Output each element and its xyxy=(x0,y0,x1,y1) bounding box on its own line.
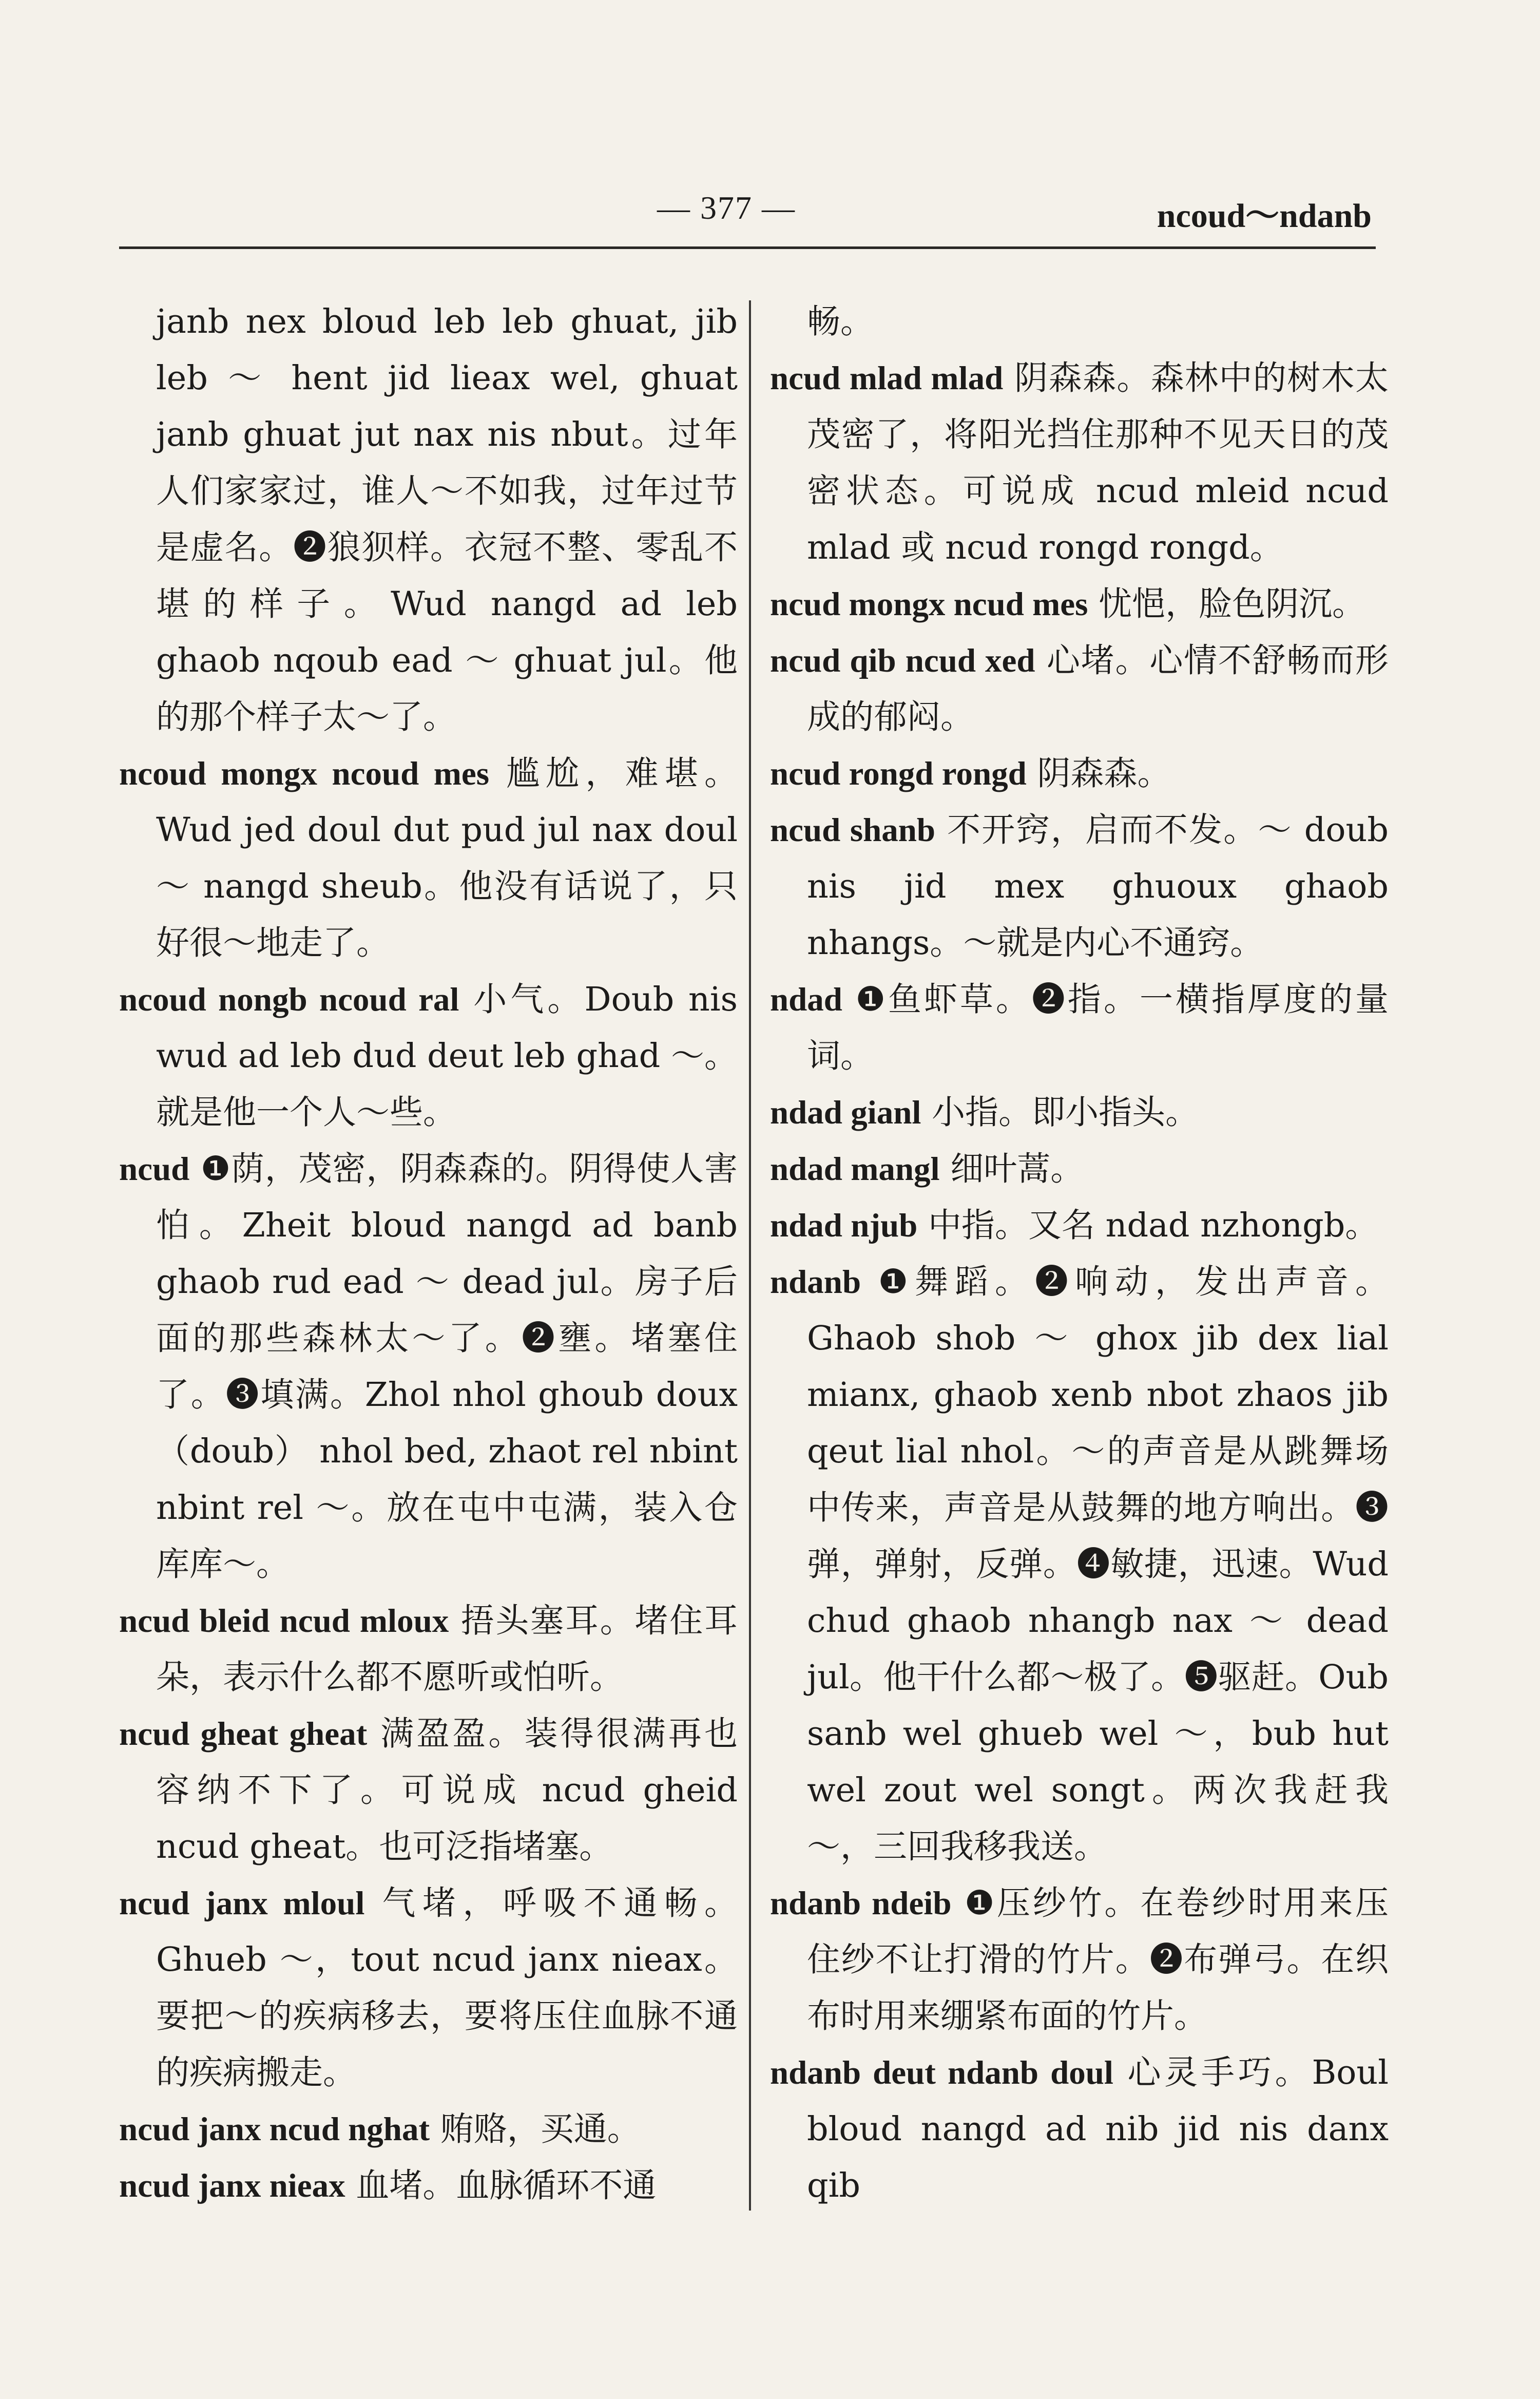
entry-text: 心堵。心情不舒畅而形成的郁闷。 xyxy=(807,641,1389,736)
dictionary-entry xyxy=(770,1197,1389,1254)
entry-text: 中指。又名 ndad nzhongb。 xyxy=(928,1206,1379,1245)
entry-text: ❶鱼虾草。❷指。一横指厚度的量词。 xyxy=(807,980,1389,1075)
running-head: ncoud～ndanb xyxy=(1157,197,1372,235)
entry-text: 心灵手巧。Boul bloud nangd ad nib jid nis danx qib xyxy=(807,2053,1389,2205)
dictionary-entry xyxy=(119,1593,738,1706)
entry-text: 小指。即小指头。 xyxy=(932,1093,1199,1132)
dictionary-entry xyxy=(119,972,738,1141)
headword: ncud bleid ncud mloux xyxy=(119,1603,449,1640)
column-rule xyxy=(749,300,751,2211)
headword: ncud mongx ncud mes xyxy=(770,586,1088,623)
entry-text: 满盈盈。装得很满再也容纳不下了。可说成 ncud gheid ncud gheat。也可泛指堵塞。 xyxy=(156,1715,738,1866)
headword: ncud mlad mlad xyxy=(770,360,1004,397)
headword: ndad gianl xyxy=(770,1094,921,1131)
headword: ndanb xyxy=(770,1264,861,1301)
entry-text: 阴森森。 xyxy=(1037,754,1171,793)
headword: ndad mangl xyxy=(770,1151,940,1188)
entry-text: 不开窍，启而不发。～ doub nis jid mex ghuoux ghaob nhangs。～就是内心不通窍。 xyxy=(807,811,1389,962)
entry-text: ❶压纱竹。在卷纱时用来压住纱不让打滑的竹片。❷布弹弓。在织布时用来绷紧布面的竹片。 xyxy=(807,1884,1389,2035)
entry-text: 畅。 xyxy=(807,302,874,341)
dictionary-entry xyxy=(770,1084,1389,1141)
entry-text: 贿赂，买通。 xyxy=(440,2110,641,2148)
headword: ncud shanb xyxy=(770,812,936,849)
headword: ncoud nongb ncoud ral xyxy=(119,981,459,1018)
dictionary-entry xyxy=(770,576,1389,633)
headword: ndanb ndeib xyxy=(770,1885,952,1922)
entry-text: ❶荫，茂密，阴森森的。阴得使人害怕。Zheit bloud nangd ad banb ghaob rud ead ～ dead jul。房子后面的那些森林太～了。❷壅。堵塞住了。❸填满。Zhol nhol ghoub doux （doub） nhol bed, zhaot rel nbint nbint rel ～。放在屯中屯满，装入仓库库～。 xyxy=(156,1150,738,1584)
header-rule xyxy=(119,246,1376,249)
dictionary-entry xyxy=(770,802,1389,972)
headword: ncud janx mloul xyxy=(119,1885,365,1922)
entry-text: 血堵。血脉循环不通 xyxy=(356,2166,657,2205)
dictionary-entry xyxy=(770,1141,1389,1197)
dictionary-entry xyxy=(119,2158,738,2214)
entry-text: 忧悒，脸色阴沉。 xyxy=(1099,585,1366,623)
dictionary-entry xyxy=(119,746,738,972)
entry-text: 细叶蒿。 xyxy=(950,1150,1084,1188)
dictionary-entry xyxy=(119,1875,738,2101)
headword: ndad njub xyxy=(770,1207,918,1244)
dictionary-entry xyxy=(119,2101,738,2158)
headword: ncud rongd rongd xyxy=(770,755,1027,792)
entry-text: 阴森森。森林中的树木太茂密了，将阳光挡住那种不见天日的茂密状态。可说成 ncud mleid ncud mlad 或 ncud rongd rongd。 xyxy=(807,359,1389,567)
dictionary-entry xyxy=(770,350,1389,576)
dictionary-entry xyxy=(770,633,1389,746)
page-number: — 377 — xyxy=(657,189,796,226)
entry-text: 气堵，呼吸不通畅。Ghueb ～，tout ncud janx nieax。要把～的疾病移去，要将压住血脉不通的疾病搬走。 xyxy=(156,1884,738,2092)
dictionary-entry xyxy=(770,746,1389,802)
headword: ncud gheat gheat xyxy=(119,1716,368,1753)
dictionary-entry xyxy=(119,1141,738,1593)
headword: ncud janx ncud nghat xyxy=(119,2111,430,2148)
dictionary-entry xyxy=(770,1875,1389,2045)
entry-text: 小气。Doub nis wud ad leb dud deut leb ghad ～。就是他一个人～些。 xyxy=(156,980,738,1132)
headword: ncud xyxy=(119,1151,190,1188)
dictionary-entry xyxy=(119,1706,738,1875)
right-column xyxy=(770,294,1389,2214)
dictionary-entry xyxy=(770,294,1389,350)
dictionary-entry xyxy=(770,1254,1389,1875)
headword: ndanb deut ndanb doul xyxy=(770,2054,1113,2091)
left-column xyxy=(119,294,738,2214)
entry-text: 捂头塞耳。堵住耳朵，表示什么都不愿听或怕听。 xyxy=(156,1602,738,1697)
entry-text: 尴尬，难堪。Wud jed doul dut pud jul nax doul ～ nangd sheub。他没有话说了，只好很～地走了。 xyxy=(156,754,738,962)
headword: ndad xyxy=(770,981,842,1018)
dictionary-entry xyxy=(119,294,738,746)
headword: ncud qib ncud xed xyxy=(770,642,1035,679)
dictionary-entry xyxy=(770,2045,1389,2214)
entry-text: ❶舞蹈。❷响动，发出声音。Ghaob shob ～ ghox jib dex lial mianx, ghaob xenb nbot zhaos jib qeut lial nhol。～的声音是从跳舞场中传来，声音是从鼓舞的地方响出。❸弹，弹射，反弹。❹敏捷，迅速。Wud chud ghaob nhangb nax ～ dead jul。他干什么都～极了。❺驱赶。Oub sanb wel ghueb wel ～，bub hut wel zout wel songt。两次我赶我～，三回我移我送。 xyxy=(807,1263,1389,1866)
headword: ncud janx nieax xyxy=(119,2167,345,2204)
dictionary-entry xyxy=(770,972,1389,1084)
headword: ncoud mongx ncoud mes xyxy=(119,755,490,792)
entry-text: janb nex bloud leb leb ghuat, jib leb ～ hent jid lieax wel, ghuat janb ghuat jut nax nis nbut。过年人们家家过，谁人～不如我，过年过节是虚名。❷狼狈样。衣冠不整、零乱不堪的样子。Wud nangd ad leb ghaob nqoub ead ～ ghuat jul。他的那个样子太～了。 xyxy=(156,302,738,736)
